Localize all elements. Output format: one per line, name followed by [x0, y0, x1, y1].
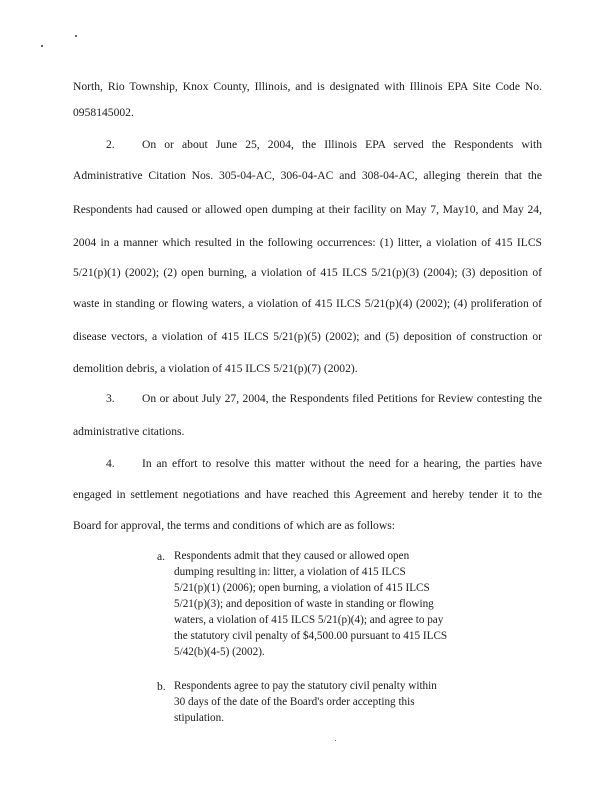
sub-item-b-letter: b.: [157, 680, 166, 693]
paragraph-2-line: Administrative Citation Nos. 305-04-AC, 306-04-AC and 308-04-AC, alleging therein that the: [73, 169, 542, 182]
paragraph-3-line: On or about July 27, 2004, the Respondents filed Petitions for Review contesting the: [142, 392, 542, 405]
paragraph-2-number: 2.: [106, 138, 115, 151]
paragraph-2-line: 2004 in a manner which resulted in the following occurrences: (1) litter, a violation of 415 ILCS: [73, 236, 542, 249]
paragraph-2-line: Respondents had caused or allowed open dumping at their facility on May 7, May10, and May 24,: [73, 203, 542, 216]
sub-item-a-line: 5/42(b)(4-5) (2002).: [174, 646, 265, 658]
paragraph-3-number: 3.: [106, 392, 115, 405]
sub-item-a-line: Respondents admit that they caused or allowed open: [174, 550, 410, 562]
sub-item-a-line: dumping resulting in: litter, a violation of 415 ILCS: [174, 566, 406, 578]
paragraph-4-line: Board for approval, the terms and conditions of which are as follows:: [73, 519, 395, 532]
paragraph-2-line: demolition debris, a violation of 415 ILCS 5/21(p)(7) (2002).: [73, 362, 358, 375]
scan-speck: [335, 740, 336, 741]
sub-item-b-line: 30 days of the date of the Board's order accepting this: [174, 696, 415, 708]
sub-item-a-letter: a.: [157, 550, 166, 563]
paragraph-3-line: administrative citations.: [73, 425, 185, 438]
sub-item-b-line: stipulation.: [174, 712, 225, 724]
paragraph-2-line: 5/21(p)(1) (2002); (2) open burning, a violation of 415 ILCS 5/21(p)(3) (2004); (3) deposition of: [73, 266, 542, 279]
scan-speck: [75, 35, 77, 37]
paragraph-4-number: 4.: [106, 457, 115, 470]
sub-item-a-line: waters, a violation of 415 ILCS 5/21(p)(4); and agree to pay: [174, 614, 444, 626]
paragraph-4-line: In an effort to resolve this matter without the need for a hearing, the parties have: [142, 457, 542, 470]
paragraph-4-line: engaged in settlement negotiations and have reached this Agreement and hereby tender it to the: [73, 488, 542, 501]
sub-item-a-line: the statutory civil penalty of $4,500.00 pursuant to 415 ILCS: [174, 630, 448, 642]
paragraph-2-line: waste in standing or flowing waters, a violation of 415 ILCS 5/21(p)(4) (2002); (4) proliferation of: [73, 297, 542, 310]
paragraph-2-line: disease vectors, a violation of 415 ILCS 5/21(p)(5) (2002); and (5) deposition of construction or: [73, 330, 542, 343]
scan-speck: [41, 45, 43, 47]
sub-item-b-line: Respondents agree to pay the statutory civil penalty within: [174, 680, 437, 692]
paragraph-1-line: North, Rio Township, Knox County, Illinois, and is designated with Illinois EPA Site Code No.: [73, 80, 542, 93]
sub-item-a-line: 5/21(p)(1) (2006); open burning, a violation of 415 ILCS: [174, 582, 430, 594]
paragraph-2-line: On or about June 25, 2004, the Illinois EPA served the Respondents with: [142, 138, 542, 151]
sub-item-a-line: 5/21(p)(3); and deposition of waste in standing or flowing: [174, 598, 434, 610]
paragraph-1-line: 0958145002.: [73, 106, 134, 119]
